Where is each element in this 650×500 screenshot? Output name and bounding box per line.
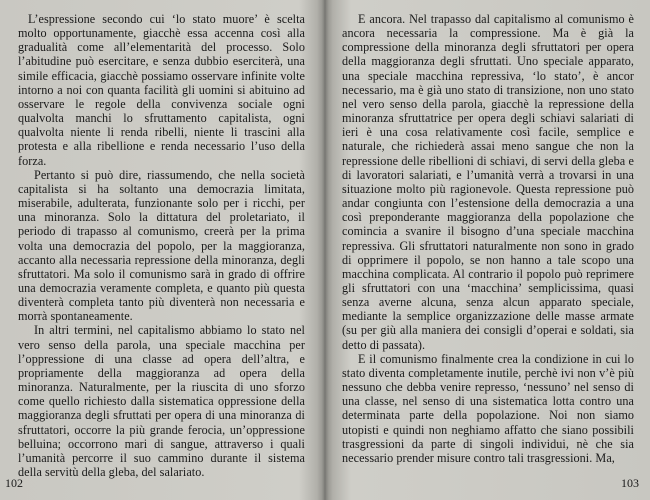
paragraph: Pertanto si può dire, riassumendo, che nella società capitalista si ha soltanto una democrazia limitata, miserabile, adulterata, funzionante solo per i ricchi, per una minoranza. Solo la dittatura del proletariato, il periodo di trapasso al comunismo, creerà per la prima volta una democrazia del popolo, per la maggioranza, accanto alla necessaria repressione della minoranza, degli sfruttatori. Ma solo il comunismo sarà in grado di offrire una democrazia veramente completa, e quanto più questa diventerà completa tanto più diventerà non necessaria e morrà spontaneamente. (18, 167, 305, 324)
page-number: 103 (621, 476, 639, 490)
book-gutter (317, 0, 333, 500)
paragraph: E il comunismo finalmente crea la condizione in cui lo stato diventa completamente inutile, perchè ivi non v’è più nessuno che debba venire represso, ‘nessuno’ nel senso di una classe, nel senso di una sistematica lotta contro una determinata parte della popolazione. Noi non siamo utopisti e quindi non neghiamo affatto che siano possibili trasgressioni da parte di singoli individui, nè che sia necessario prender misure contro tali trasgressioni. Ma, (342, 351, 634, 465)
left-page-text (18, 12, 305, 479)
paragraph: In altri termini, nel capitalismo abbiamo lo stato nel vero senso della parola, una speciale macchina per l’oppressione di una classe ad opera dell’altra, e propriamente della maggioranza ad opera della minoranza. Naturalmente, per la riuscita di uno sforzo come quello richiesto dalla sistematica oppressione della maggioranza degli sfruttati per opera di una minoranza di sfruttatori, occorre la più grande ferocia, un’oppressione belluina; occorrono mari di sangue, attraverso i quali l’umanità percorre il suo cammino durante il sistema della servitù della gleba, del salariato. (18, 323, 305, 479)
page-number: 102 (5, 476, 23, 490)
right-page (325, 0, 650, 500)
paragraph: E ancora. Nel trapasso dal capitalismo al comunismo è ancora necessaria la compressione. Ma è già la compressione della minoranza degli sfruttatori per opera della maggioranza degli sfruttati. Uno speciale apparato, una speciale macchina repressiva, ‘lo stato’, è ancor necessario, ma è già uno stato di transizione, non uno stato nel vero senso della parola, giacchè la repressione della minoranza sfruttatrice per opera degli schiavi salariati di ieri è una cosa relativamente così facile, semplice e naturale, che richiederà assai meno sangue che non la repressione delle ribellioni di schiavi, di servi della gleba e di lavoratori salariati, e l’umanità verrà a trovarsi in una situazione molto più ragionevole. Questa repressione può andar congiunta con l’estensione della democrazia a una così preponderante maggioranza della popolazione che comincia a svanire il bisogno d’una speciale macchina repressiva. Gli sfruttatori naturalmente non sono in grado di opprimere il popolo, se non hanno a tale scopo una macchina complicata. Al contrario il popolo può reprimere gli sfruttatori con una ‘macchina’ semplicissima, quasi senza averne alcuna, senza alcun apparato speciale, mediante la semplice organizzazione delle masse armate (su per giù alla maniera dei consigli d’operai e soldati, sia detto di passata). (342, 12, 634, 352)
right-page-text (342, 12, 634, 465)
paragraph: L’espressione secondo cui ‘lo stato muore’ è scelta molto opportunamente, giacchè essa accenna così alla gradualità come all’elementarità del processo. Solo l’abitudine può esercitare, e senza dubbio eserciterà, una simile efficacia, giacchè possiamo osservare infinite volte intorno a noi con quanta facilità gli uomini si abituino ad osservare le regole della convivenza sociale ogni qualvolta manchi lo sfruttamento capitalista, ogni qualvolta niente li renda ribelli, niente li trascini alla protesta e alla ribellione e renda necessario l’uso della forza. (18, 12, 305, 168)
